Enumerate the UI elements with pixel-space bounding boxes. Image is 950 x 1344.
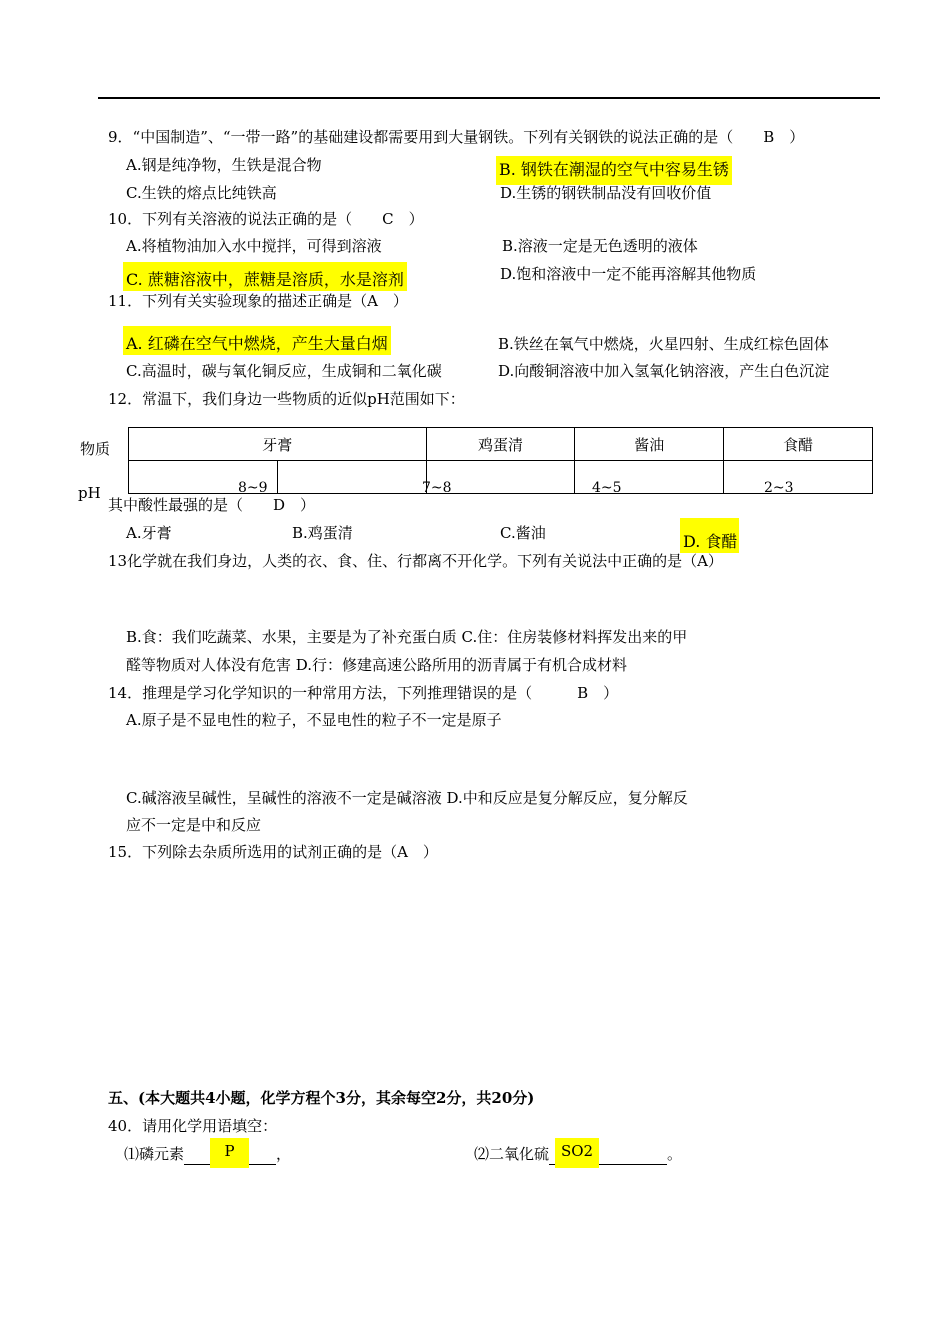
- q12-option-c: C.酱油: [500, 524, 546, 542]
- q14-options-line1: C.碱溶液呈碱性，呈碱性的溶液不一定是碱溶液 D.中和反应是复分解反应，复分解反: [126, 789, 688, 807]
- ph-table-cell-empty: [277, 461, 426, 494]
- q10-option-d: D.饱和溶液中一定不能再溶解其他物质: [500, 265, 757, 283]
- q12-stem: 12．常温下，我们身边一些物质的近似pH范围如下：: [108, 390, 465, 408]
- q12-question: 其中酸性最强的是（ D ）: [108, 496, 316, 514]
- q10-option-b: B.溶液一定是无色透明的液体: [502, 237, 698, 255]
- ph-table-cell-substance: 酱油: [575, 428, 724, 461]
- q14-stem: 14．推理是学习化学知识的一种常用方法，下列推理错误的是（ B ）: [108, 684, 619, 702]
- q9-option-b: B. 钢铁在潮湿的空气中容易生锈: [496, 156, 732, 185]
- q40-part1-label: ⑴磷元素: [124, 1145, 185, 1163]
- answer-blank-1: [184, 1142, 276, 1165]
- q10-option-a: A.将植物油加入水中搅拌，可得到溶液: [126, 237, 382, 255]
- q11-option-d: D.向酸铜溶液中加入氢氧化钠溶液，产生白色沉淀: [498, 362, 830, 380]
- q12-option-b: B.鸡蛋清: [292, 524, 353, 542]
- ph-table-cell-substance: 牙膏: [129, 428, 427, 461]
- q11-option-c: C.高温时，碳与氧化铜反应，生成铜和二氧化碳: [126, 362, 442, 380]
- q11-stem: 11．下列有关实验现象的描述正确是（A ）: [108, 292, 408, 310]
- q40-stem: 40．请用化学用语填空：: [108, 1117, 278, 1135]
- q11-option-a: A. 红磷在空气中燃烧，产生大量白烟: [123, 326, 391, 355]
- q40-part1: [124, 1142, 291, 1170]
- q40-part1-tail: ，: [276, 1145, 292, 1163]
- q15-stem: 15．下列除去杂质所选用的试剂正确的是（A ）: [108, 843, 438, 861]
- q13-options-line1: B.食：我们吃蔬菜、水果，主要是为了补充蛋白质 C.住：住房装修材料挥发出来的甲: [126, 628, 688, 646]
- q14-option-a: A.原子是不显电性的粒子，不显电性的粒子不一定是原子: [126, 711, 502, 729]
- q9-stem: 9．“中国制造”、“一带一路”的基础建设都需要用到大量钢铁。下列有关钢铁的说法正确的是（ B ）: [108, 128, 805, 146]
- ph-value: 7~8: [422, 480, 452, 496]
- q11-option-b: B.铁丝在氧气中燃烧，火星四射、生成红棕色固体: [498, 335, 829, 353]
- section-title: 五、(本大题共4小题，化学方程个3分，其余每空2分，共20分): [108, 1089, 535, 1107]
- ph-value: 8~9: [238, 480, 268, 496]
- q13-options-line2: 醛等物质对人体没有危害 D.行：修建高速公路所用的沥青属于有机合成材料: [126, 656, 628, 674]
- ph-table-cell-empty: [724, 461, 873, 494]
- ph-table-cell-substance: 鸡蛋清: [426, 428, 575, 461]
- q9-option-c: C.生铁的熔点比纯铁高: [126, 184, 277, 202]
- q10-stem: 10．下列有关溶液的说法正确的是（ C ）: [108, 210, 424, 228]
- ph-table-row-label-ph: pH: [78, 484, 101, 502]
- answer-blank-2: [549, 1142, 667, 1165]
- q40-part2-label: ⑵二氧化硫: [474, 1145, 550, 1163]
- q13-stem: 13化学就在我们身边，人类的衣、食、住、行都离不开化学。下列有关说法中正确的是（A）: [108, 552, 723, 570]
- ph-value: 2~3: [764, 480, 794, 496]
- q10-option-c: C. 蔗糖溶液中，蔗糖是溶质，水是溶剂: [123, 262, 407, 291]
- q40-part2: [474, 1142, 682, 1170]
- answer-text-2: SO2: [555, 1138, 599, 1168]
- answer-text-1: P: [210, 1138, 249, 1168]
- ph-table-row-label-substance: 物质: [80, 440, 111, 458]
- ph-value: 4~5: [592, 480, 622, 496]
- q9-option-a: A.钢是纯净物，生铁是混合物: [126, 156, 322, 174]
- q14-options-line2: 应不一定是中和反应: [126, 816, 262, 834]
- q9-option-d: D.生锈的钢铁制品没有回收价值: [500, 184, 712, 202]
- ph-table-cell-substance: 食醋: [724, 428, 873, 461]
- q12-option-a: A.牙膏: [126, 524, 172, 542]
- q40-part2-tail: 。: [667, 1145, 683, 1163]
- header-rule: [98, 97, 880, 99]
- q12-option-d: D. 食醋: [680, 518, 739, 553]
